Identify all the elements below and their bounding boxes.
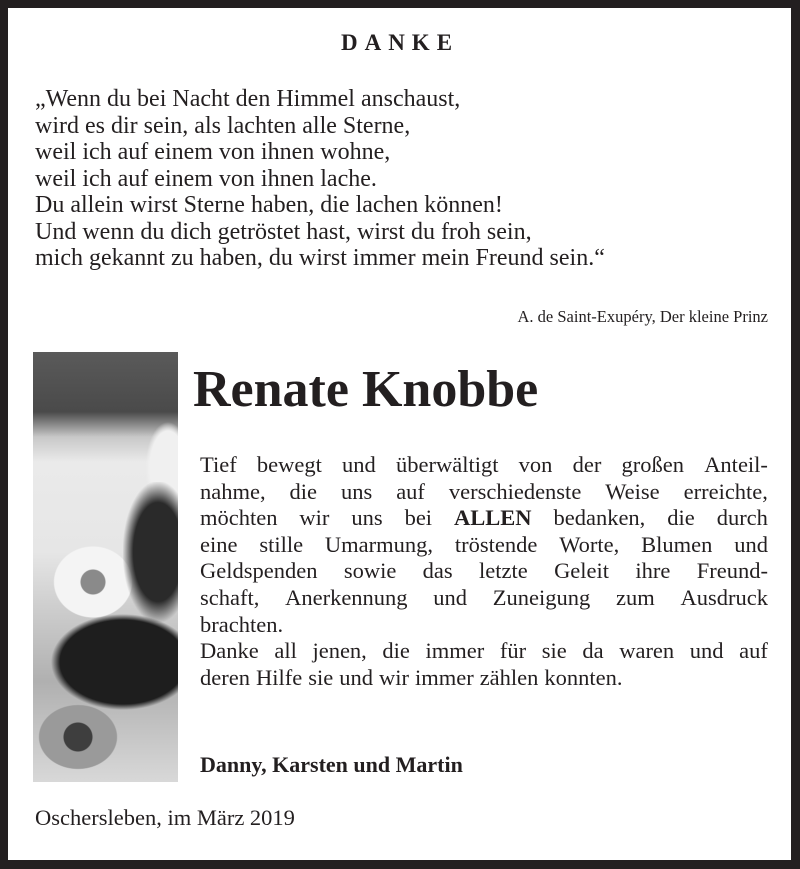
word: von [518,452,553,477]
word: das [422,558,453,584]
word: brachten. [200,611,284,637]
quote-attribution: A. de Saint-Exupéry, Der kleine Prinz [517,307,768,326]
word: Anerkennung [285,584,408,610]
word: Ausdruck [680,584,768,610]
signature: Danny, Karsten und Martin [200,752,463,777]
word: Anteil- [704,452,768,477]
word: und [339,664,373,690]
quote-line: „Wenn du bei Nacht den Himmel anschaust, [35,86,461,112]
word: auf [396,478,425,504]
word: zählen [479,664,539,690]
word: bewegt [256,452,322,477]
word: und [689,638,724,664]
word: der [572,452,602,477]
word: verschiedenste [448,478,582,504]
word: und [433,584,468,610]
word: eine [200,531,238,557]
quote-line: wird es dir sein, als lachten alle Sterne, [35,112,411,139]
daisy-photo [33,352,178,782]
word: sie [308,664,334,690]
word: tröstende [454,531,538,557]
word: und [734,531,768,557]
word: sowie [343,558,397,584]
word: konnten. [544,664,623,690]
word: Umarmung, [324,531,434,557]
body-line [200,505,768,532]
word: großen [621,452,684,477]
quote-line: Du allein wirst Sterne haben, die lachen können! [35,192,503,218]
word: all [274,638,297,664]
word: Weise [605,478,660,504]
word: überwältigt [395,452,499,477]
word: stille [259,531,304,557]
word: Danke [200,638,259,664]
word: wir [378,664,409,690]
body-line [200,558,768,585]
body-line [200,665,768,692]
word: Blumen [641,531,713,557]
word: die [289,478,318,504]
word: Geldspenden [200,558,318,584]
word: sie [541,638,567,664]
body-line [200,479,768,506]
word: Worte, [559,531,620,557]
word: da [582,638,604,664]
word: Freund- [696,558,768,584]
word: erreichte, [683,478,768,504]
deceased-name: Renate Knobbe [193,361,539,418]
word: Hilfe [255,664,303,690]
quote-line: Und wenn du dich getröstet hast, wirst du froh sein, [35,218,532,245]
word: letzte [479,558,528,584]
word: bedanken, [553,505,646,531]
word: bei [404,505,433,531]
word: die [382,638,410,664]
body-line [200,612,768,639]
place-date: Oschersleben, im März 2019 [35,805,295,830]
word: zum [616,584,655,610]
word: möchten [200,505,278,531]
quote-line: weil ich auf einem von ihnen lache. [35,165,377,192]
stone-shape [123,482,178,622]
word: wir [299,505,330,531]
word: durch [716,505,768,531]
body-line [200,585,768,612]
word: die [667,505,695,531]
word: für [499,638,527,664]
quote-line: mich gekannt zu haben, du wirst immer mein Freund sein.“ [35,245,605,271]
thank-you-text [200,452,768,691]
body-line [200,532,768,559]
quote-block [35,86,605,272]
word: und [342,452,376,477]
quote-line: weil ich auf einem von ihnen wohne, [35,139,391,165]
word: immer [414,664,474,690]
body-line [200,638,768,665]
word: Tief [200,452,237,477]
word: schaft, [200,584,260,610]
heading-danke: DANKE [340,30,460,55]
word: nahme, [200,478,266,504]
body-line [200,452,768,479]
word: ihre [635,558,671,584]
word: uns [351,505,383,531]
word: deren [200,664,250,690]
word: ALLEN [454,505,532,531]
word: Geleit [554,558,610,584]
word: immer [425,638,485,664]
word: uns [340,478,373,504]
word: jenen, [312,638,367,664]
word: auf [739,638,768,664]
word: Zuneigung [492,584,591,610]
word: waren [619,638,675,664]
